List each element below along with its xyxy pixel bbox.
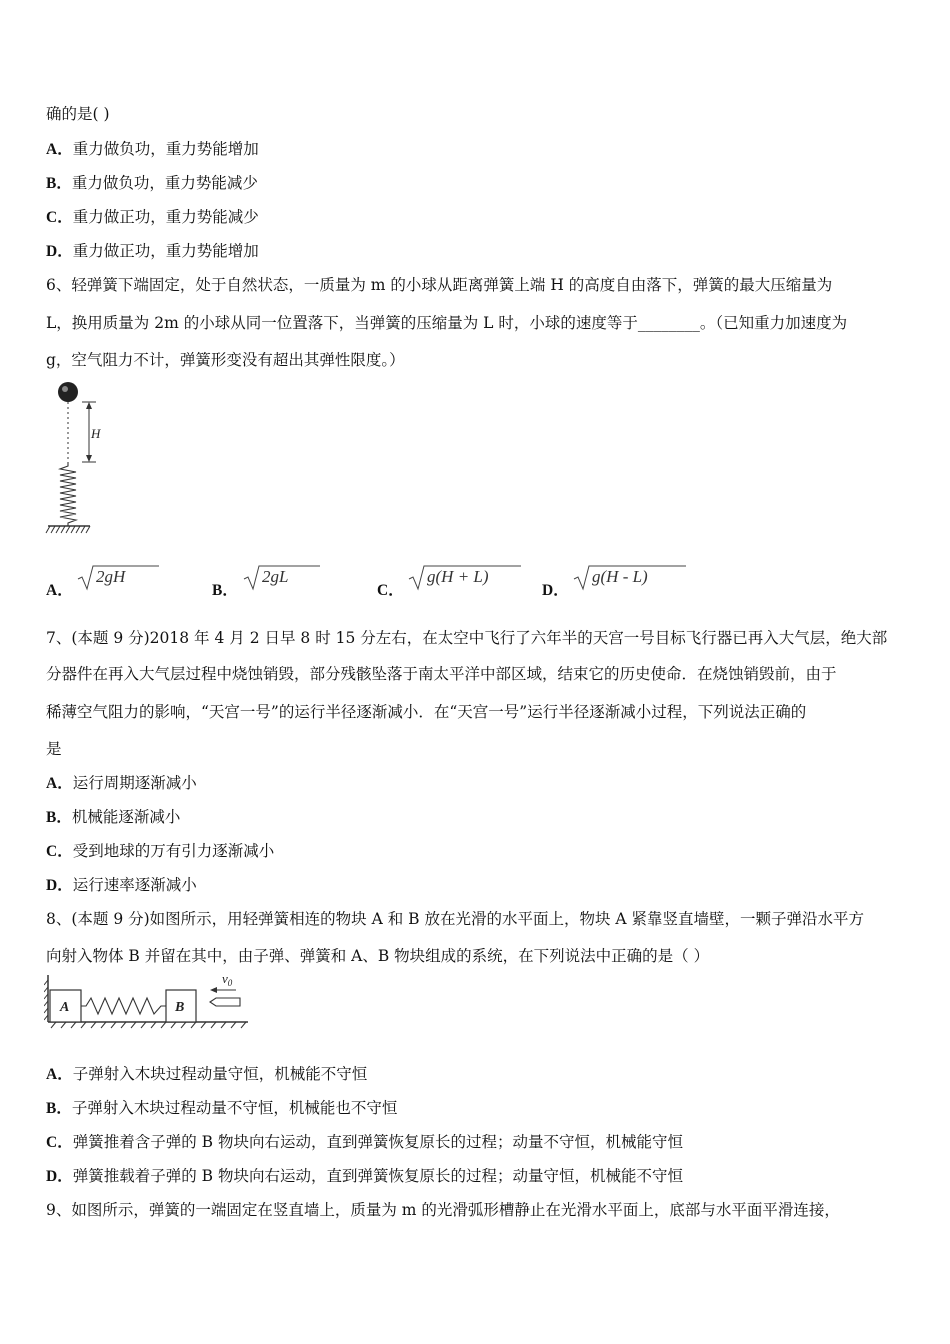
q8-option-d [46,1164,683,1186]
q8-line-2: 向射入物体 B 并留在其中，由子弹、弹簧和 A、B 物块组成的系统，在下列说法中正确的是（ ） [46,947,710,965]
arrow-left-icon [210,987,217,993]
q6-option-d [542,563,692,603]
q7-option-b [46,805,180,827]
option-letter: C． [46,1134,73,1151]
q6-line-2: L，换用质量为 2m 的小球从同一位置落下，当弹簧的压缩量为 L 时，小球的速度等于________。（已知重力加速度为 [46,314,848,332]
q6-option-b [212,563,332,603]
blocks-spring-diagram [44,970,254,1030]
option-text: 弹簧推着含子弹的 B 物块向右运动，直到弹簧恢复原长的过程；动量不守恒，机械能守恒 [72,1133,683,1151]
q7-option-a [46,771,197,793]
radicand: g(H - L) [592,567,648,586]
option-letter: D． [46,1168,73,1185]
radicand: 2gL [262,567,289,586]
block-a-label: A [60,1000,70,1015]
sqrt-expression [405,563,525,593]
option-text: 机械能逐渐减小 [71,808,181,826]
q5-stem-tail: 确的是( ) [46,105,110,123]
option-letter: D． [542,582,569,599]
height-label: H [91,426,101,441]
spring-icon [81,998,166,1014]
q7-line-3: 稀薄空气阻力的影响，“天宫一号”的运行半径逐渐减小．在“天宫一号”运行半径逐渐减小过程，下列说法正确的 [46,703,807,721]
q6-option-a [46,563,166,603]
option-letter: B． [46,175,72,192]
q9-line-1: 9、如图所示，弹簧的一端固定在竖直墙上，质量为 m 的光滑弧形槽静止在光滑水平面上，底部与水平面平滑连接， [46,1201,840,1219]
option-letter: D． [46,877,73,894]
block-b-label: B [175,1000,185,1015]
q8-blocks-figure [44,970,254,1034]
q5-option-c [46,205,259,227]
option-text: 重力做正功，重力势能减少 [72,208,259,226]
radicand: 2gH [96,567,126,586]
q6-option-c [377,563,527,603]
q7-line-4: 是 [46,740,62,758]
option-letter: C． [46,209,73,226]
spring-icon [60,462,76,526]
q7-option-d [46,873,197,895]
option-letter: A． [46,775,73,792]
q5-option-a [46,137,259,159]
option-text: 受到地球的万有引力逐渐减小 [72,842,275,860]
q7-line-1: 7、(本题 9 分)2018 年 4 月 2 日早 8 时 15 分左右，在太空中飞行了六年半的天宫一号目标飞行器已再入大气层，绝大部 [46,629,888,647]
spring-ball-diagram [44,378,124,538]
velocity-label: $v_0$ [222,971,233,988]
q7-line-2: 分器件在再入大气层过程中烧蚀销毁，部分残骸坠落于南太平洋中部区域，结束它的历史使命．在烧蚀销毁前，由于 [46,665,837,683]
option-text: 运行速率逐渐减小 [72,876,197,894]
option-text: 重力做负功，重力势能增加 [72,140,259,158]
option-letter: D． [46,243,73,260]
option-letter: C． [46,843,73,860]
sqrt-expression [570,563,690,593]
option-text: 弹簧推载着子弹的 B 物块向右运动，直到弹簧恢复原长的过程；动量守恒，机械能不守恒 [72,1167,683,1185]
q8-option-a [46,1062,367,1084]
option-letter: A． [46,141,73,158]
q7-option-c [46,839,274,861]
option-text: 重力做正功，重力势能增加 [72,242,259,260]
radicand: g(H + L) [427,567,489,586]
option-text: 重力做负功，重力势能减少 [71,174,258,192]
q8-option-c [46,1130,683,1152]
q6-spring-figure [44,378,124,542]
q6-line-3: g，空气阻力不计，弹簧形变没有超出其弹性限度。） [46,351,405,369]
q8-option-b [46,1096,397,1118]
option-letter: A． [46,582,73,599]
sqrt-expression [240,563,330,593]
bullet-icon [210,998,240,1006]
option-letter: C． [377,582,404,599]
option-letter: A． [46,1066,73,1083]
option-letter: B． [46,809,72,826]
option-letter: B． [212,582,238,599]
ball-icon [58,382,78,402]
option-text: 子弹射入木块过程动量守恒，机械能不守恒 [72,1065,368,1083]
option-text: 运行周期逐渐减小 [72,774,197,792]
q5-option-d [46,239,259,261]
option-text: 子弹射入木块过程动量不守恒，机械能也不守恒 [71,1099,398,1117]
sqrt-expression [74,563,164,593]
option-letter: B． [46,1100,72,1117]
q8-line-1: 8、(本题 9 分)如图所示，用轻弹簧相连的物块 A 和 B 放在光滑的水平面上，物块 A 紧靠竖直墙壁，一颗子弹沿水平方 [46,910,865,928]
q6-line-1: 6、轻弹簧下端固定，处于自然状态，一质量为 m 的小球从距离弹簧上端 H 的高度自由落下，弹簧的最大压缩量为 [46,276,833,294]
q5-option-b [46,171,258,193]
